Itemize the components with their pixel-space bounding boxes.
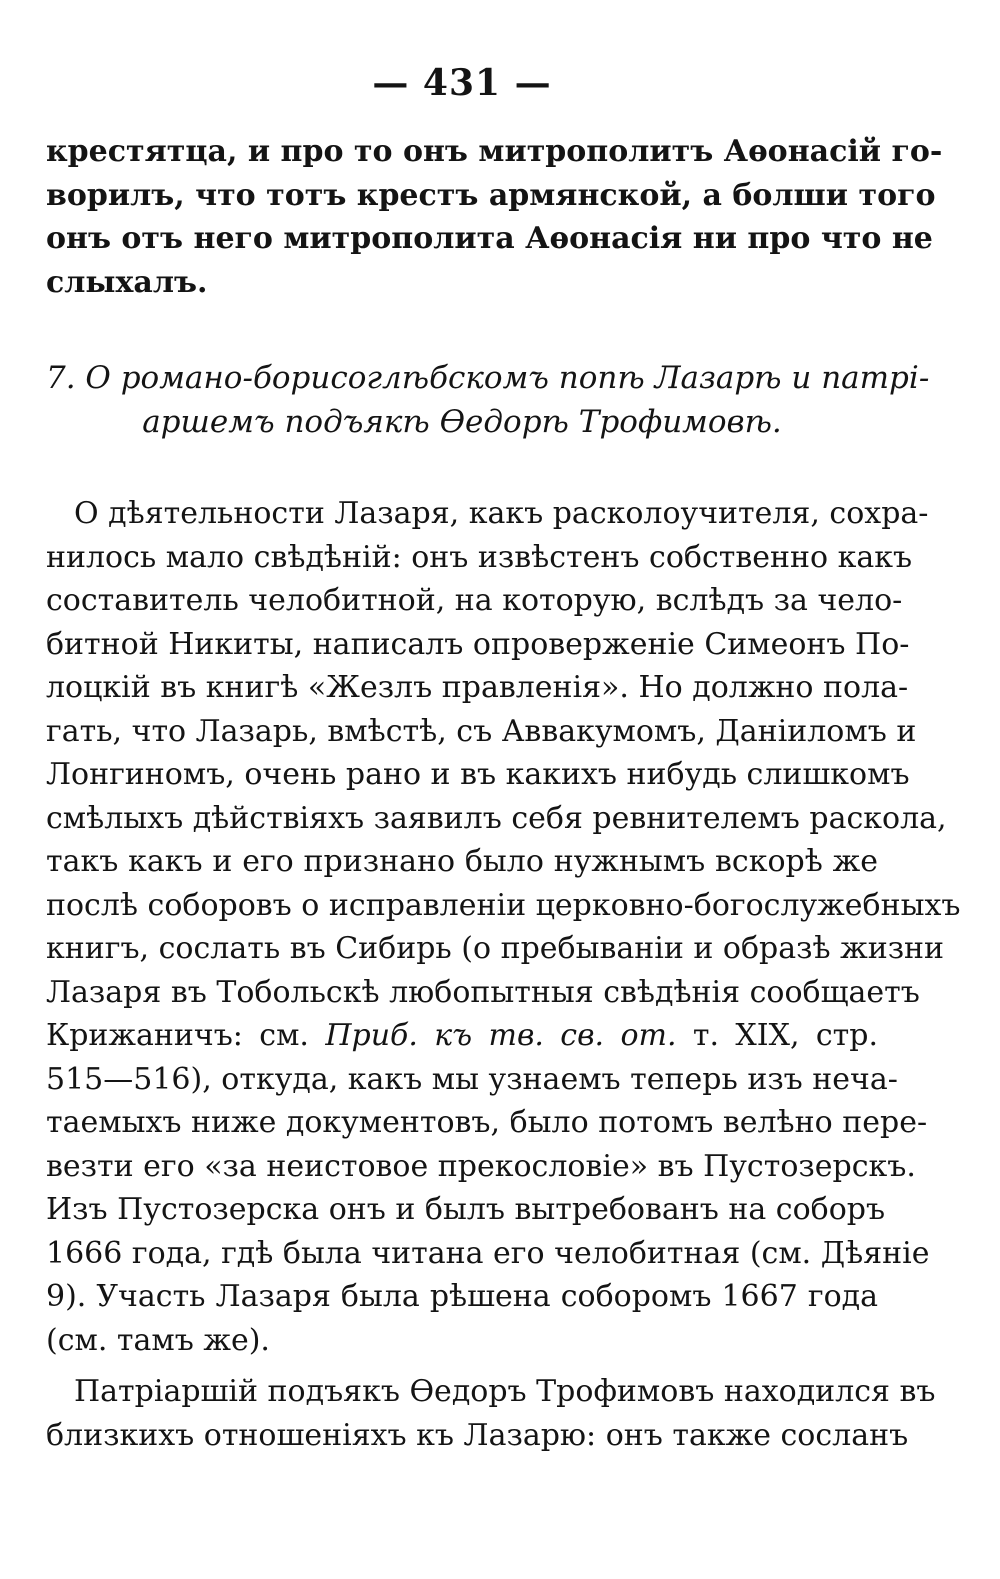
text-line: послѣ соборовъ о исправленіи церковно-богослужебныхъ xyxy=(46,887,961,923)
text-line: (см. тамъ же). xyxy=(46,1322,270,1358)
text-line: составитель челобитной, на которую, вслѣдъ за чело- xyxy=(46,583,903,618)
text-line: близкихъ отношеніяхъ къ Лазарю: онъ также сосланъ xyxy=(46,1417,909,1453)
section-heading xyxy=(46,356,930,444)
text-line: онъ отъ него митрополита Аѳонасія ни про что не xyxy=(46,221,933,256)
opening-paragraph xyxy=(46,130,943,304)
text-line: слыхалъ. xyxy=(46,264,208,300)
text-line: смѣлыхъ дѣйствіяхъ заявилъ себя ревнителемъ раскола, xyxy=(46,800,947,836)
text-line: крестятца, и про то онъ митрополитъ Аѳонасій го- xyxy=(46,134,943,169)
text-line: 9). Участь Лазаря была рѣшена соборомъ 1667 года xyxy=(46,1279,878,1314)
paragraph-lazar xyxy=(46,492,961,1362)
text-line: ворилъ, что тотъ крестъ армянской, а болши того xyxy=(46,177,936,213)
text-line: гать, что Лазарь, вмѣстѣ, съ Аввакумомъ, Даніиломъ и xyxy=(46,713,917,749)
text-line: 1666 года, гдѣ была читана его челобитная (см. Дѣяніе xyxy=(46,1235,930,1271)
text-line: книгъ, сослать въ Сибирь (о пребываніи и образѣ жизни xyxy=(46,931,945,966)
page-number: — 431 — xyxy=(372,62,552,104)
text-line: 515—516), откуда, какъ мы узнаемъ теперь изъ неча- xyxy=(46,1061,898,1097)
text-line: нилось мало свѣдѣній: онъ извѣстенъ собственно какъ xyxy=(46,539,913,575)
text-line: таемыхъ ниже документовъ, было потомъ велѣно пере- xyxy=(46,1105,928,1140)
book-page xyxy=(46,58,961,1465)
paragraph-fedor xyxy=(46,1370,936,1457)
text-line-citation xyxy=(46,1014,878,1058)
citation-title: Приб. къ тв. св. от. xyxy=(325,1018,677,1053)
text-line: Патріаршій подъякъ Ѳедоръ Трофимовъ находился въ xyxy=(74,1374,936,1409)
text-line: везти его «за неистовое прекословіе» въ Пустозерскъ. xyxy=(46,1148,916,1184)
heading-line: аршемъ подъякѣ Ѳедорѣ Трофимовѣ. xyxy=(142,404,782,440)
text-line: Лазаря въ Тобольскѣ любопытныя свѣдѣнія сообщаетъ xyxy=(46,974,920,1010)
text-line: Лонгиномъ, очень рано и въ какихъ нибудь слишкомъ xyxy=(46,757,910,792)
citation-lead: Крижаничъ: см. xyxy=(46,1018,309,1053)
text-line: лоцкій въ книгѣ «Жезлъ правленія». Но должно пола- xyxy=(46,670,909,705)
text-line: О дѣятельности Лазаря, какъ расколоучителя, сохра- xyxy=(74,496,929,531)
heading-line: 7. О романо-борисоглѣбскомъ попѣ Лазарѣ и патрі- xyxy=(46,360,930,396)
citation-volume: т. XIX, стр. xyxy=(692,1018,878,1053)
text-line: битной Никиты, написалъ опроверженіе Симеонъ По- xyxy=(46,626,910,662)
text-line: Изъ Пустозерска онъ и былъ вытребованъ на соборъ xyxy=(46,1192,886,1227)
text-line: такъ какъ и его признано было нужнымъ вскорѣ же xyxy=(46,844,878,879)
